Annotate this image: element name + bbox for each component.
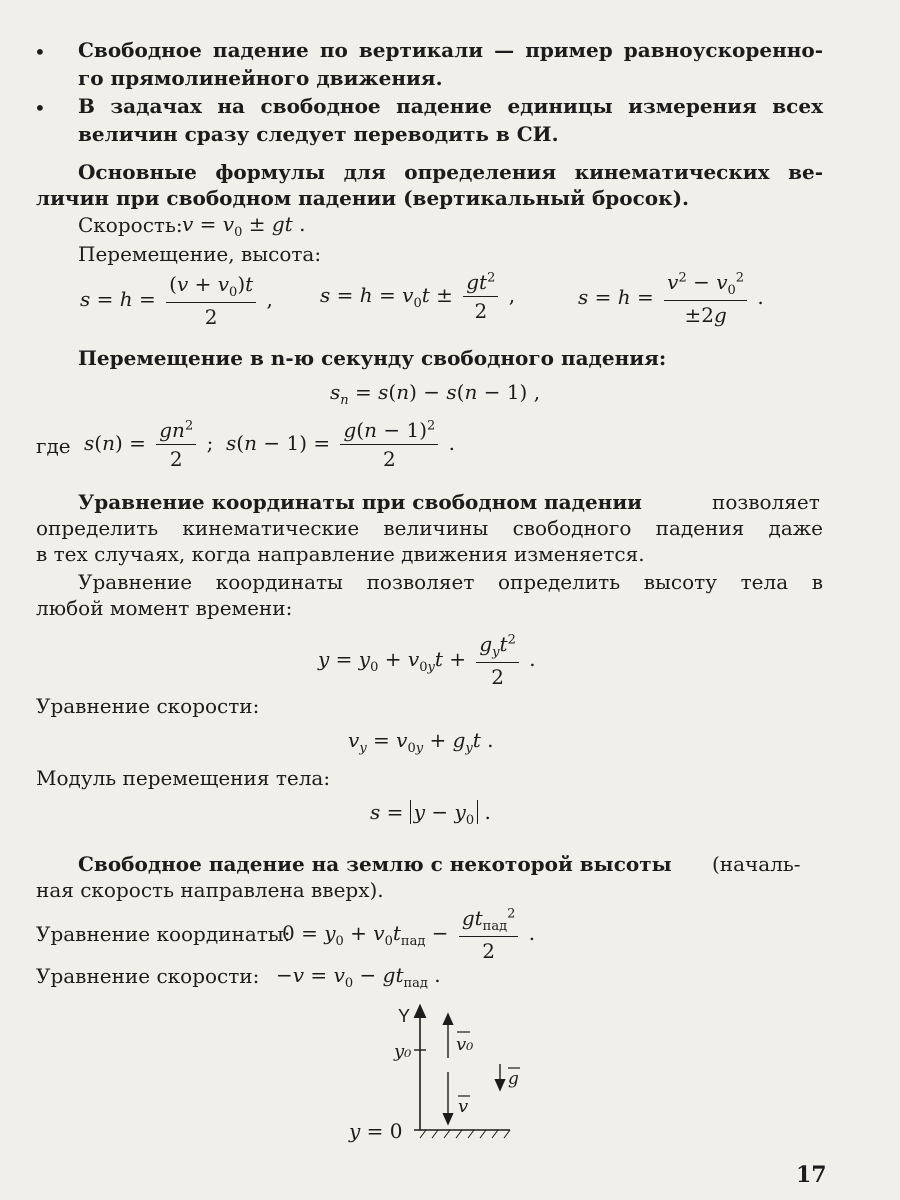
bullet-dot: •: [34, 96, 46, 120]
displacement-formula-2: $s = h = v_0t$ ± $\frac{gt^2}{2}$ ,: [320, 270, 516, 323]
displacement-formula-3: s = h = $\frac{v^2 - v_0^2}{\pm 2g}$ .: [578, 270, 764, 327]
formulas-heading-line-2: личин при свободном падении (вертикальный бросок).: [36, 186, 689, 210]
formulas-heading-line-1: Основные формулы для определения кинематических ве-: [78, 160, 823, 184]
coord-para-line-3: в тех случаях, когда направление движения изменяется.: [36, 542, 645, 566]
height-para-line-2: любой момент времени:: [36, 596, 293, 620]
fall-heading-line-2: ная скорость направлена вверх).: [36, 878, 384, 902]
bullet-2-line-1: В задачах на свободное падение единицы измерения всех: [78, 94, 823, 118]
where-formulas: s(n) = $\frac{gn^2}{2}$ ; s(n − 1) = $\frac{g(n - 1)^2}{2}$ .: [84, 418, 455, 471]
fall-speed-formula: $-v = v_0 - gt_{пад}$ .: [276, 963, 441, 991]
g-label: g: [508, 1069, 519, 1089]
height-para-line-1: Уравнение координаты позволяет определить высоту тела в: [78, 570, 823, 594]
module-formula: $s = y - y_0$ .: [370, 800, 491, 828]
coord-para-rest: позволяет: [712, 490, 820, 514]
fall-heading-rest: (началь-: [712, 852, 801, 876]
v0-label: v₀: [456, 1034, 474, 1055]
y0-label: y₀: [394, 1041, 412, 1062]
axis-label-y: Y: [398, 1006, 411, 1026]
displacement-formula-1: s = h = $\frac{(v + v_0)t}{2}$ ,: [80, 272, 273, 329]
bullet-dot: •: [34, 40, 46, 64]
speed-eq-formula: $v_y = v_{0y} + g_yt$ .: [348, 728, 494, 756]
bullet-2-line-2: величин сразу следует переводить в СИ.: [78, 122, 559, 146]
where-label: где: [36, 434, 71, 458]
v-label: v: [458, 1096, 469, 1117]
nth-second-heading: Перемещение в n-ю секунду свободного падения:: [78, 346, 667, 370]
bullet-1-line-2: го прямолинейного движения.: [78, 66, 443, 90]
nth-second-formula: $s_n = s(n) - s(n - 1)$ ,: [330, 380, 541, 408]
fall-coord-label: Уравнение координаты:: [36, 922, 291, 946]
ground-label: y = 0: [349, 1119, 403, 1143]
velocity-label: Скорость:: [78, 213, 183, 237]
ground-hatching: [420, 1130, 510, 1138]
displacement-label: Перемещение, высота:: [78, 242, 322, 266]
fall-heading-bold: Свободное падение на землю с некоторой высоты: [78, 852, 672, 876]
coord-para-line-2: определить кинематические величины свободного падения даже: [36, 516, 823, 540]
coord-para-bold: Уравнение координаты при свободном падении: [78, 490, 642, 514]
fall-coord-formula: $0 = y_0 + v_0t_{пад}$ − $\frac{gt_{пад}^2}{2}$ .: [282, 906, 536, 963]
speed-eq-label: Уравнение скорости:: [36, 694, 260, 718]
fall-speed-label: Уравнение скорости:: [36, 964, 260, 988]
module-label: Модуль перемещения тела:: [36, 766, 331, 790]
bullet-1-line-1: Свободное падение по вертикали — пример равноускоренно-: [78, 38, 823, 62]
coord-formula: $y = y_0 + v_{0y}t$ + $\frac{g_yt^2}{2}$ .: [318, 632, 536, 689]
velocity-formula: $v = v_0$ ± gt .: [182, 212, 306, 240]
page-number: 17: [796, 1162, 827, 1188]
